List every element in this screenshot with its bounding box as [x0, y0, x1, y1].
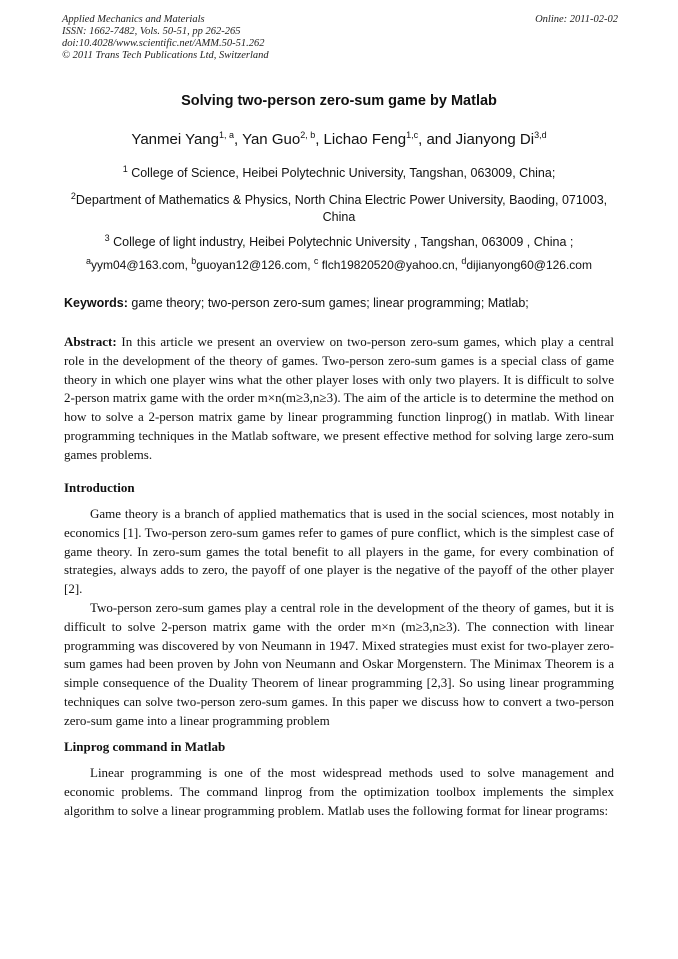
- email-sup: c: [313, 256, 319, 266]
- email-link[interactable]: flch19820520@yahoo.cn,: [321, 258, 459, 272]
- author-sup: 3,d: [534, 130, 547, 140]
- author-name: Lichao Feng: [323, 131, 407, 148]
- affiliation-2: [62, 192, 616, 226]
- copyright-line: © 2011 Trans Tech Publications Ltd, Switzerland: [62, 50, 269, 61]
- author-name: Jianyong Di: [455, 131, 535, 148]
- affiliation-sup: 2: [70, 190, 76, 201]
- abstract-label: Abstract:: [64, 334, 117, 349]
- intro-paragraph-2: Two-person zero-sum games play a central role in the development of the theory of games, but it is difficult to solve 2-person matrix game with the order m×n (m≥3,n≥3). The connection with linear programming was discovered by von Neumann in 1947. Mixed strategies must exist for two-player zero-sum games had been proven by John von Neumann and Oskar Morgenstern. The Minimax Theorem is a simple consequence of the Duality Theorem of linear programming [2,3]. So using linear programming techniques can solve two-person zero-sum games. In this paper we discuss how to convert a two-person zero-sum game into a linear programming problem: [64, 600, 614, 728]
- email-link[interactable]: guoyan12@126.com,: [196, 258, 311, 272]
- email-link[interactable]: dijianyong60@126.com: [466, 258, 592, 272]
- author-list: Yanmei Yang$^{1, a}$, Yan Guo$^{2, b}$, Lichao Feng$^{1,c}$, and Jianyong Di$^{3,d}$: [131, 130, 547, 148]
- doi-line: doi:10.4028/www.scientific.net/AMM.50-51.262: [62, 38, 265, 49]
- journal-header: [62, 14, 618, 62]
- author-name: Yan Guo: [242, 131, 301, 148]
- affiliation-sup: 1: [122, 163, 128, 174]
- abstract-text: In this article we present an overview on two-person zero-sum games, which play a central role in the development of the theory of games. Two-person zero-sum games is a special class of game theory in which one player wins what the other player loses with only two players. It is difficult to solve 2-person matrix game with the order m×n(m≥3,n≥3). The aim of the article is to determine the method on how to solve a 2-person matrix game by linear programming function linprog() in matlab. With linear programming techniques in the Matlab software, we present effective method for solving large zero-sum games problems.: [64, 334, 614, 462]
- keywords-label: Keywords:: [64, 296, 128, 310]
- affiliation-text: China: [322, 210, 356, 224]
- affiliation-3: [64, 234, 614, 251]
- author-and: and: [426, 131, 452, 148]
- intro-paragraph-1: Game theory is a branch of applied mathematics that is used in the social sciences, most notably in economics [1]. Two-person zero-sum games refer to games of pure conflict, which is the simplest case of game theory. In zero-sum games the total benefit to all players in the game, for every combination of strategies, always adds to zero, the payoff of one player is the negative of the payoff of the other player [2].: [64, 506, 614, 597]
- email-list: [64, 258, 614, 272]
- paper-title: Solving two-person zero-sum game by Matlab: [181, 93, 497, 109]
- journal-name: Applied Mechanics and Materials: [62, 14, 205, 25]
- keywords-text: game theory; two-person zero-sum games; linear programming; Matlab;: [131, 296, 529, 310]
- issn-line: ISSN: 1662-7482, Vols. 50-51, pp 262-265: [62, 26, 241, 37]
- author-name: Yanmei Yang: [131, 131, 219, 148]
- author-sup: 1,c: [406, 130, 419, 140]
- affiliation-text: College of Science, Heibei Polytechnic University, Tangshan, 063009, China;: [131, 166, 556, 180]
- affiliation-text: College of light industry, Heibei Polytechnic University , Tangshan, 063009 , China ;: [113, 235, 574, 249]
- section-heading-linprog: Linprog command in Matlab: [64, 739, 226, 754]
- keywords: [64, 296, 614, 310]
- affiliation-sup: 3: [104, 232, 110, 243]
- author-sup: 1, a: [218, 130, 234, 140]
- affiliation-text: Department of Mathematics & Physics, North China Electric Power University, Baoding, 071003,: [75, 193, 608, 207]
- email-sup: a: [86, 256, 92, 266]
- email-sup: d: [461, 256, 467, 266]
- linprog-paragraph-1: Linear programming is one of the most widespread methods used to solve management and economic problems. The command linprog from the optimization toolbox implements the simplex algorithm to solve a linear programming problem. Matlab uses the following format for linear programs:: [64, 765, 614, 818]
- section-heading-introduction: Introduction: [64, 480, 135, 495]
- affiliation-1: [64, 165, 614, 182]
- email-sup: b: [191, 256, 197, 266]
- online-date: Online: 2011-02-02: [535, 14, 618, 25]
- author-sup: 2, b: [300, 130, 316, 140]
- abstract: [64, 333, 614, 465]
- email-link[interactable]: yym04@163.com,: [91, 258, 188, 272]
